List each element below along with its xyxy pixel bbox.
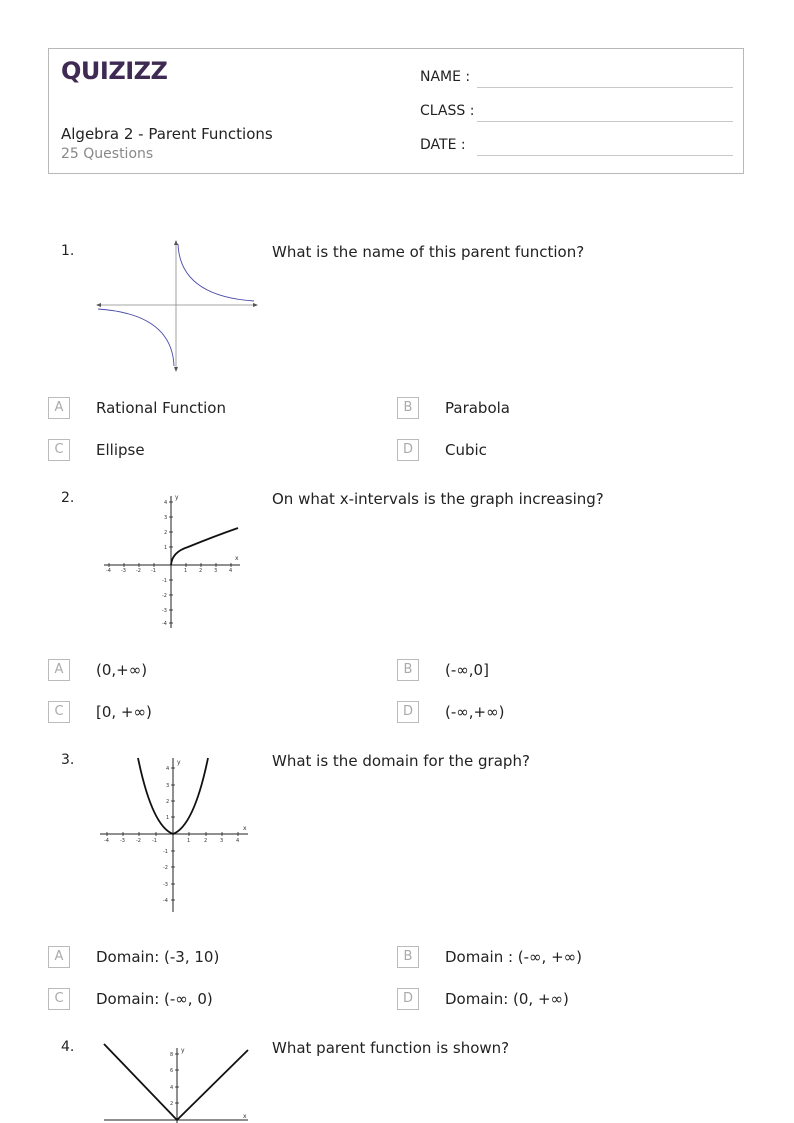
- svg-text:-1: -1: [163, 849, 168, 855]
- svg-text:-3: -3: [121, 568, 126, 574]
- svg-text:-3: -3: [162, 608, 167, 614]
- svg-text:-4: -4: [104, 838, 109, 844]
- axis-tick-labels: [106, 500, 232, 627]
- question-text: On what x-intervals is the graph increasing?: [272, 490, 604, 508]
- option-text: Domain: (0, +∞): [445, 990, 569, 1008]
- name-label: NAME :: [420, 69, 471, 85]
- svg-text:-1: -1: [152, 838, 157, 844]
- svg-text:3: 3: [214, 568, 218, 574]
- class-line: [477, 121, 733, 122]
- option-box-d[interactable]: D: [397, 439, 419, 461]
- svg-text:-3: -3: [163, 882, 168, 888]
- option-box-c[interactable]: C: [48, 439, 70, 461]
- option-text: Domain : (-∞, +∞): [445, 948, 583, 966]
- quizizz-logo: QUIZIZZ: [61, 57, 168, 85]
- svg-text:1: 1: [187, 838, 191, 844]
- option-text: [0, +∞): [96, 703, 152, 721]
- svg-text:2: 2: [164, 530, 168, 536]
- x-axis-label: x: [235, 555, 239, 562]
- option-box-c[interactable]: C: [48, 701, 70, 723]
- svg-text:4: 4: [164, 500, 168, 506]
- reciprocal-graph: [94, 238, 260, 374]
- question-text: What parent function is shown?: [272, 1039, 510, 1057]
- class-field[interactable]: [420, 103, 474, 119]
- svg-text:1: 1: [164, 545, 168, 551]
- option-box-d[interactable]: D: [397, 701, 419, 723]
- option-text: (-∞,+∞): [445, 703, 505, 721]
- svg-text:1: 1: [166, 815, 170, 821]
- absolute-value-graph: [100, 1040, 252, 1123]
- option-text: Domain: (-∞, 0): [96, 990, 213, 1008]
- svg-text:-1: -1: [151, 568, 156, 574]
- svg-text:-2: -2: [163, 865, 168, 871]
- svg-text:4: 4: [236, 838, 240, 844]
- option-text: Parabola: [445, 399, 510, 417]
- class-label: CLASS :: [420, 103, 475, 119]
- worksheet-header: [48, 48, 744, 174]
- name-line: [477, 87, 733, 88]
- option-box-b[interactable]: B: [397, 659, 419, 681]
- option-box-b[interactable]: B: [397, 946, 419, 968]
- date-field[interactable]: [420, 137, 466, 153]
- svg-text:-1: -1: [162, 578, 167, 584]
- option-box-a[interactable]: A: [48, 397, 70, 419]
- option-box-a[interactable]: A: [48, 659, 70, 681]
- svg-text:-4: -4: [106, 568, 111, 574]
- name-field[interactable]: [420, 69, 470, 85]
- option-box-a[interactable]: A: [48, 946, 70, 968]
- date-line: [477, 155, 733, 156]
- svg-text:6: 6: [170, 1068, 174, 1074]
- svg-text:2: 2: [166, 799, 170, 805]
- date-label: DATE :: [420, 137, 466, 153]
- svg-text:-2: -2: [136, 568, 141, 574]
- square-root-graph: [100, 490, 245, 632]
- question-number: 3.: [61, 752, 75, 768]
- svg-text:2: 2: [199, 568, 203, 574]
- option-text: Rational Function: [96, 399, 226, 417]
- option-text: Domain: (-3, 10): [96, 948, 220, 966]
- y-axis-label: y: [181, 1047, 185, 1054]
- x-axis-label: x: [243, 825, 247, 832]
- axis-tick-labels: [104, 766, 239, 904]
- question-number: 2.: [61, 490, 75, 506]
- svg-text:1: 1: [184, 568, 188, 574]
- question-number: 1.: [61, 243, 75, 259]
- option-text: Cubic: [445, 441, 487, 459]
- option-box-c[interactable]: C: [48, 988, 70, 1010]
- y-axis-label: y: [175, 494, 179, 501]
- x-axis-label: x: [243, 1113, 247, 1120]
- svg-text:3: 3: [164, 515, 168, 521]
- svg-text:3: 3: [220, 838, 224, 844]
- option-box-d[interactable]: D: [397, 988, 419, 1010]
- svg-text:4: 4: [166, 766, 170, 772]
- svg-text:-4: -4: [162, 621, 167, 627]
- option-text: (-∞,0]: [445, 661, 489, 679]
- svg-text:2: 2: [170, 1101, 174, 1107]
- axis-tick-labels: [170, 1052, 173, 1107]
- svg-text:4: 4: [170, 1085, 174, 1091]
- svg-text:4: 4: [229, 568, 233, 574]
- option-box-b[interactable]: B: [397, 397, 419, 419]
- question-text: What is the name of this parent function?: [272, 243, 585, 261]
- svg-text:3: 3: [166, 783, 170, 789]
- worksheet-title: Algebra 2 - Parent Functions: [61, 125, 273, 143]
- svg-text:2: 2: [204, 838, 208, 844]
- svg-text:-3: -3: [120, 838, 125, 844]
- svg-text:-4: -4: [163, 898, 168, 904]
- option-text: Ellipse: [96, 441, 145, 459]
- svg-text:8: 8: [170, 1052, 174, 1058]
- question-number: 4.: [61, 1039, 75, 1055]
- question-count: 25 Questions: [61, 146, 154, 162]
- svg-text:-2: -2: [136, 838, 141, 844]
- y-axis-label: y: [177, 759, 181, 766]
- question-text: What is the domain for the graph?: [272, 752, 530, 770]
- svg-text:-2: -2: [162, 593, 167, 599]
- parabola-graph: [96, 754, 254, 920]
- option-text: (0,+∞): [96, 661, 148, 679]
